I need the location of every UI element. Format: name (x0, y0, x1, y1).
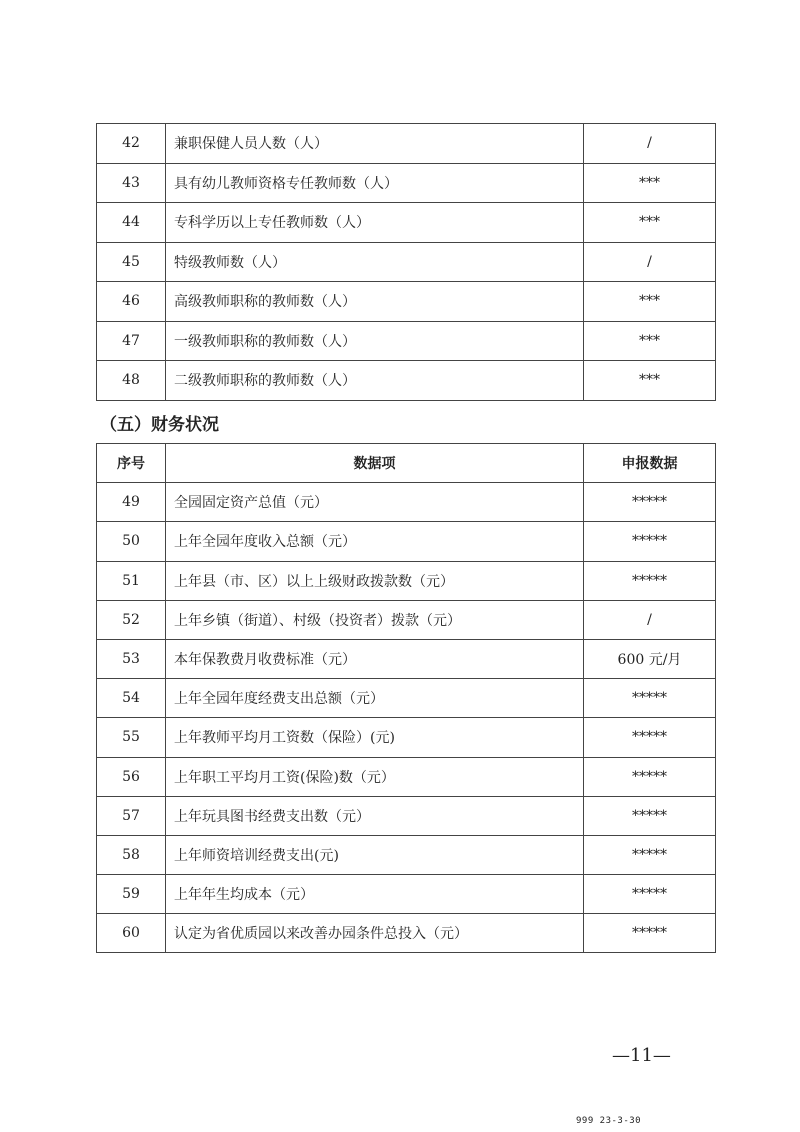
row-item: 本年保教费月收费标准（元） (166, 639, 584, 678)
table-row (97, 203, 716, 243)
table-row (97, 361, 716, 401)
table-row (97, 483, 716, 522)
row-number: 59 (97, 875, 166, 914)
row-value: / (584, 242, 716, 282)
row-item: 上年年生均成本（元） (166, 875, 584, 914)
section-title: （五）财务状况 (100, 415, 219, 435)
row-number: 56 (97, 757, 166, 796)
row-number: 44 (97, 203, 166, 243)
row-value: ***** (584, 718, 716, 757)
row-number: 60 (97, 914, 166, 953)
row-item: 认定为省优质园以来改善办园条件总投入（元） (166, 914, 584, 953)
row-value: ***** (584, 835, 716, 874)
header-item: 数据项 (166, 444, 584, 483)
row-value: *** (584, 163, 716, 203)
row-value: *** (584, 321, 716, 361)
finance-table (96, 443, 716, 953)
row-value: ***** (584, 679, 716, 718)
row-value: ***** (584, 522, 716, 561)
row-number: 46 (97, 282, 166, 322)
row-number: 50 (97, 522, 166, 561)
row-number: 53 (97, 639, 166, 678)
row-item: 上年乡镇（街道）、村级（投资者）拨款（元） (166, 600, 584, 639)
row-value: *** (584, 203, 716, 243)
row-number: 48 (97, 361, 166, 401)
row-value: / (584, 600, 716, 639)
header-number: 序号 (97, 444, 166, 483)
row-number: 43 (97, 163, 166, 203)
table-row (97, 282, 716, 322)
table-row (97, 522, 716, 561)
row-item: 上年教师平均月工资数（保险）(元) (166, 718, 584, 757)
row-number: 42 (97, 124, 166, 164)
row-item: 兼职保健人员人数（人） (166, 124, 584, 164)
row-item: 二级教师职称的教师数（人） (166, 361, 584, 401)
row-number: 51 (97, 561, 166, 600)
row-item: 上年师资培训经费支出(元) (166, 835, 584, 874)
table-row (97, 639, 716, 678)
table-row (97, 321, 716, 361)
table-row (97, 163, 716, 203)
row-item: 高级教师职称的教师数（人） (166, 282, 584, 322)
table-row (97, 757, 716, 796)
row-number: 47 (97, 321, 166, 361)
row-item: 上年全园年度收入总额（元） (166, 522, 584, 561)
table-header-row (97, 444, 716, 483)
header-value: 申报数据 (584, 444, 716, 483)
row-number: 58 (97, 835, 166, 874)
row-value: ***** (584, 561, 716, 600)
row-item: 一级教师职称的教师数（人） (166, 321, 584, 361)
row-value: ***** (584, 914, 716, 953)
row-value: *** (584, 282, 716, 322)
table-row (97, 124, 716, 164)
table-row (97, 561, 716, 600)
row-value: ***** (584, 483, 716, 522)
row-number: 55 (97, 718, 166, 757)
row-item: 特级教师数（人） (166, 242, 584, 282)
row-number: 57 (97, 796, 166, 835)
table-row (97, 679, 716, 718)
footer-stamp: 999 23-3-30 (576, 1116, 642, 1126)
row-value: / (584, 124, 716, 164)
table-row (97, 835, 716, 874)
row-number: 45 (97, 242, 166, 282)
row-value: ***** (584, 796, 716, 835)
table-row (97, 914, 716, 953)
row-item: 上年玩具图书经费支出数（元） (166, 796, 584, 835)
row-number: 49 (97, 483, 166, 522)
row-item: 上年县（市、区）以上上级财政拨款数（元） (166, 561, 584, 600)
teacher-stats-table (96, 123, 716, 401)
row-item: 上年全园年度经费支出总额（元） (166, 679, 584, 718)
row-item: 上年职工平均月工资(保险)数（元） (166, 757, 584, 796)
row-value: 600 元/月 (584, 639, 716, 678)
table-row (97, 718, 716, 757)
row-value: ***** (584, 875, 716, 914)
table-row (97, 875, 716, 914)
table-row (97, 796, 716, 835)
table-row (97, 242, 716, 282)
page-number: —11— (612, 1045, 671, 1066)
row-number: 52 (97, 600, 166, 639)
row-item: 全园固定资产总值（元） (166, 483, 584, 522)
row-item: 专科学历以上专任教师数（人） (166, 203, 584, 243)
row-number: 54 (97, 679, 166, 718)
row-value: ***** (584, 757, 716, 796)
row-value: *** (584, 361, 716, 401)
table-row (97, 600, 716, 639)
row-item: 具有幼儿教师资格专任教师数（人） (166, 163, 584, 203)
